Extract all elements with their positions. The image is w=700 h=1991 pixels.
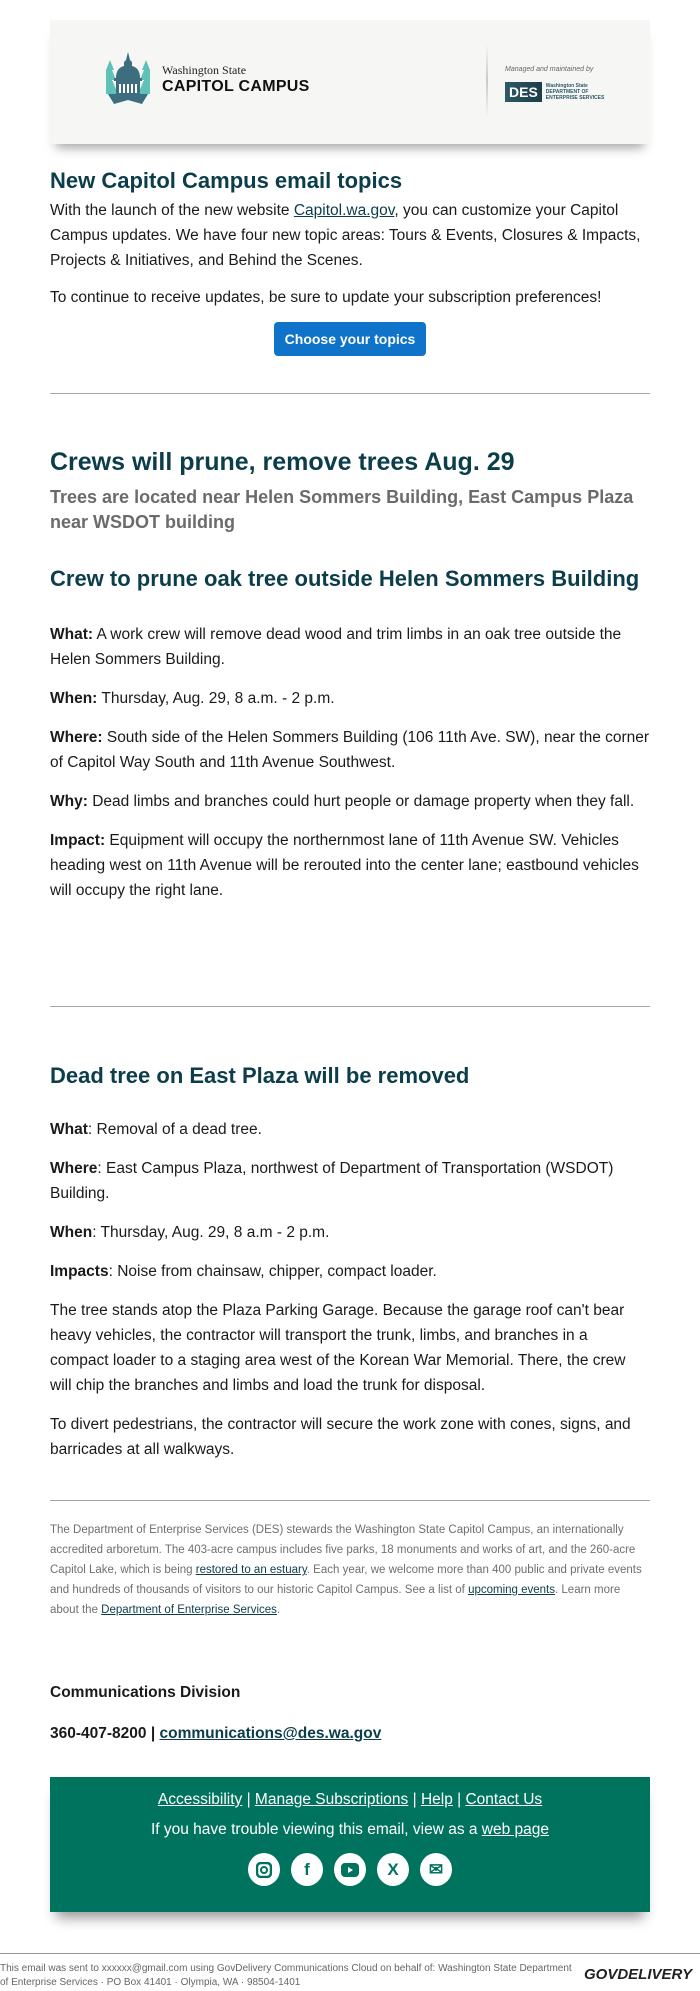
email-header [50,20,650,144]
article-subtitle: Trees are located near Helen Sommers Building, East Campus Plaza near WSDOT building [50,487,634,532]
des-logo-mark: DES [505,82,542,102]
youtube-icon[interactable] [334,1853,366,1886]
detail-what: What: Removal of a dead tree. [50,1121,262,1138]
detail-impact: Impact: Equipment will occupy the northernmost lane of 11th Avenue SW. Vehicles heading west on 11th Avenue will be rerouted into the center lane; eastbound vehicles will occupy the right lane. [50,832,639,899]
contact-phone: 360-407-8200 [50,1725,147,1742]
instagram-icon[interactable] [248,1853,280,1886]
section2-paragraph: The tree stands atop the Plaza Parking Garage. Because the garage roof can't bear heavy vehicles, the contractor will transport the trunk, limbs, and branches in a compact loader to a staging area west of the Korean War Memorial. There, the crew will chip the branches and limbs and load the trunk for disposal. [50,1302,626,1394]
divider [50,1500,650,1501]
detail-what: What: A work crew will remove dead wood and trim limbs in an oak tree outside the Helen Sommers Building. [50,626,622,668]
estuary-link[interactable]: restored to an estuary [195,1564,307,1576]
detail-why: Why: Dead limbs and branches could hurt people or damage property when they fall. [50,793,635,810]
article-title: Crews will prune, remove trees Aug. 29 [50,448,515,476]
help-link[interactable]: Help [420,1791,453,1808]
section2 [50,1063,650,1462]
detail-where: Where: South side of the Helen Sommers Building (106 11th Ave. SW), near the corner of Capitol Way South and 11th Avenue Southwest. [50,729,650,771]
divider [50,1006,650,1007]
divider [0,1953,700,1954]
web-version-line: If you have trouble viewing this email, view as a web page [150,1821,550,1838]
govdelivery-logo[interactable]: GOVDELIVERY [584,1966,693,1983]
section2-paragraph: To divert pedestrians, the contractor will secure the work zone with cones, signs, and barricades at all walkways. [50,1416,631,1458]
detail-where: Where: East Campus Plaza, northwest of Department of Transportation (WSDOT) Building. [50,1160,614,1202]
footer-links: Accessibility | Manage Subscriptions | Help | Contact Us [157,1791,543,1808]
managed-by-label: Managed and maintained by [505,66,594,73]
topics-intro: With the launch of the new website Capitol.wa.gov, you can customize your Capitol Campus updates. We have four new topic areas: Tours & Events, Closures & Impacts, Projects & Initiatives, and Behind the Scenes. [50,202,641,269]
section1-title: Crew to prune oak tree outside Helen Sommers Building [50,566,640,591]
accessibility-link[interactable]: Accessibility [157,1791,243,1808]
detail-when: When: Thursday, Aug. 29, 8 a.m - 2 p.m. [50,1224,330,1241]
logo-title: CAPITOL CAMPUS [162,77,310,95]
choose-topics-button[interactable]: Choose your topics [274,322,427,356]
facebook-icon[interactable]: f [291,1853,323,1886]
des-logo-text: Washington State DEPARTMENT OF ENTERPRISE SERVICES [545,83,605,101]
topics-update-note: To continue to receive updates, be sure to update your subscription preferences! [50,289,602,306]
detail-when: When: Thursday, Aug. 29, 8 a.m. - 2 p.m. [50,690,335,707]
topics-title: New Capitol Campus email topics [50,168,403,193]
contact-email-link[interactable]: communications@des.wa.gov [159,1725,382,1742]
social-links [50,1853,650,1886]
contact-line: 360-407-8200 | communications@des.wa.gov [50,1725,382,1742]
contact-division: Communications Division [50,1684,241,1701]
capitol-dome-icon [102,50,154,108]
capitol-website-link[interactable]: Capitol.wa.gov [293,202,395,219]
logo-subtitle: Washington State [162,62,247,77]
divider [50,393,650,394]
about-des [50,1520,650,1620]
article [50,448,650,903]
govdelivery-notice: This email was sent to xxxxxx@gmail.com using GovDelivery Communications Cloud on behalf of: Washington State Department of Enterprise Services · PO Box 41401 · Olympia, WA · 98504-1401 [0,1963,572,1988]
about-paragraph: The Department of Enterprise Services (DES) stewards the Washington State Capitol Campus, an internationally accredited arboretum. The 403-acre campus includes five parks, 18 monuments and works of art, and the 260-acre Capitol Lake, which is being restored to an estuary. Each year, we welcome more than 400 public and private events and hundreds of thousands of visitors to our historic Capitol Campus. See a list of upcoming events. Learn more about the Department of Enterprise Services. [50,1524,642,1616]
header-divider [486,44,488,118]
capitol-campus-logo[interactable] [102,50,310,108]
footer-panel [50,1777,650,1912]
topics-section [50,168,650,356]
contact-us-link[interactable]: Contact Us [465,1791,543,1808]
section1-details [50,622,650,903]
section2-title: Dead tree on East Plaza will be removed [50,1063,470,1088]
des-logo[interactable] [505,82,604,102]
x-icon[interactable]: X [377,1853,409,1886]
manage-subscriptions-link[interactable]: Manage Subscriptions [254,1791,409,1808]
des-link[interactable]: Department of Enterprise Services [101,1604,277,1616]
contact [50,1680,650,1746]
web-page-link[interactable]: web page [481,1821,550,1838]
detail-impacts: Impacts: Noise from chainsaw, chipper, compact loader. [50,1263,437,1280]
upcoming-events-link[interactable]: upcoming events [468,1584,556,1596]
email-icon[interactable]: ✉ [420,1853,452,1886]
